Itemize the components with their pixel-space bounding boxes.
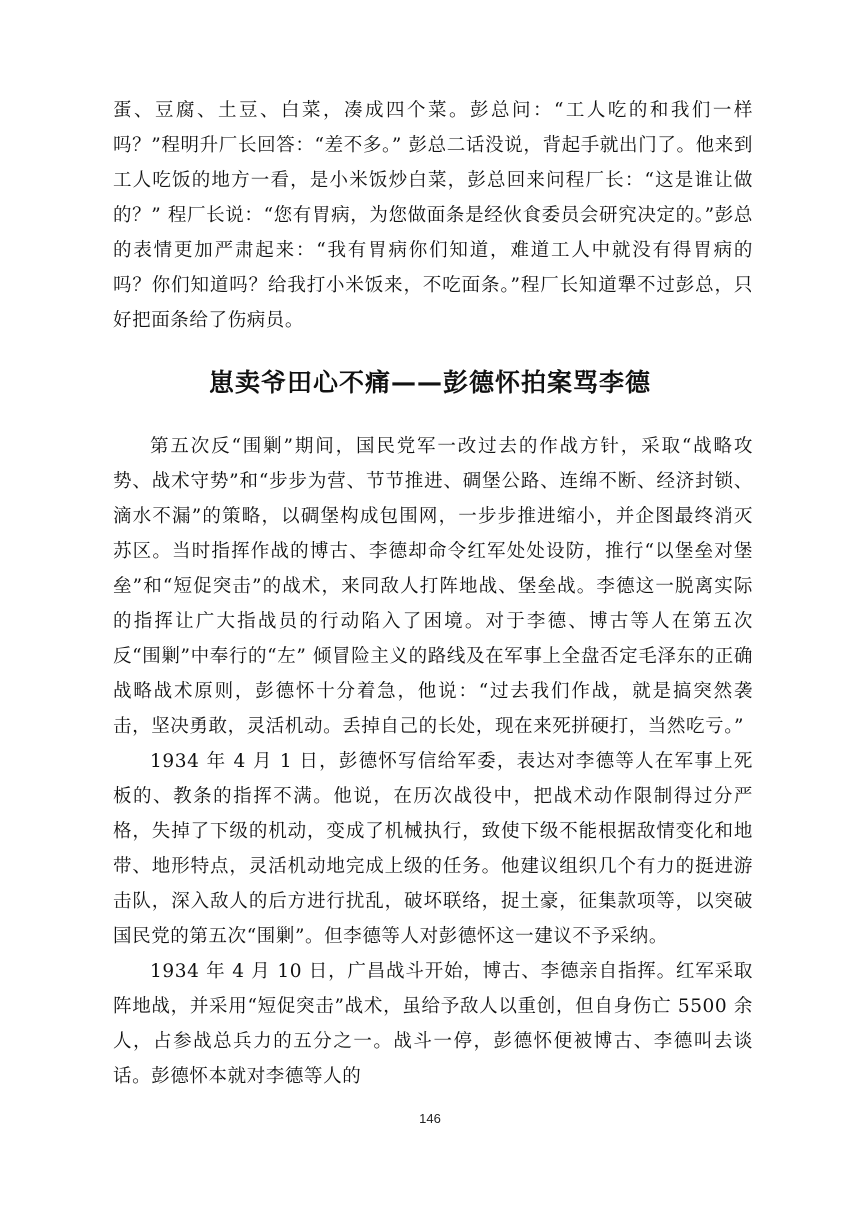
page-number: 146 (419, 1111, 441, 1126)
body-paragraph: 第五次反“围剿”期间，国民党军一改过去的作战方针，采取“战略攻势、战术守势”和“步步为营、节节推进、碉堡公路、连绵不断、经济封锁、滴水不漏”的策略，以碉堡构成包围网，一步步推进缩小，并企图最终消灭苏区。当时指挥作战的博古、李德却命令红军处处设防，推行“以堡垒对堡垒”和“短促突击”的战术，来同敌人打阵地战、堡垒战。李德这一脱离实际的指挥让广大指战员的行动陷入了困境。对于李德、博古等人在第五次反“围剿”中奉行的“左” 倾冒险主义的路线及在军事上全盘否定毛泽东的正确战略战术原则，彭德怀十分着急，他说：“过去我们作战，就是搞突然袭击，坚决勇敢，灵活机动。丢掉自己的长处，现在来死拼硬打，当然吃亏。” (113, 436, 753, 737)
section-heading: 崽卖爷田心不痛——彭德怀拍案骂李德 (208, 368, 651, 397)
continued-paragraph: 蛋、豆腐、土豆、白菜，凑成四个菜。彭总问：“工人吃的和我们一样吗？”程明升厂长回答：“差不多。” 彭总二话没说，背起手就出门了。他来到工人吃饭的地方一看，是小米饭炒白菜，彭总回来问程厂长：“这是谁让做的？” 程厂长说：“您有胃病，为您做面条是经伙食委员会研究决定的。”彭总的表情更加严肃起来：“我有胃病你们知道，难道工人中就没有得胃病的吗？你们知道吗？给我打小米饭来，不吃面条。”程厂长知道犟不过彭总，只好把面条给了伤病员。 (113, 100, 753, 331)
continued-text-block (113, 93, 753, 338)
body-paragraph: 1934 年 4 月 10 日，广昌战斗开始，博古、李德亲自指挥。红军采取阵地战，并采用“短促突击”战术，虽给予敌人以重创，但自身伤亡 5500 余人，占参战总兵力的五分之一。战斗一停，彭德怀便被博古、李德叫去谈话。彭德怀本就对李德等人的 (113, 961, 753, 1087)
body-paragraph: 1934 年 4 月 1 日，彭德怀写信给军委，表达对李德等人在军事上死板的、教条的指挥不满。他说，在历次战役中，把战术动作限制得过分严格，失掉了下级的机动，变成了机械执行，致使下级不能根据敌情变化和地带、地形特点，灵活机动地完成上级的任务。他建议组织几个有力的挺进游击队，深入敌人的后方进行扰乱，破坏联络，捉土豪，征集款项等，以突破国民党的第五次“围剿”。但李德等人对彭德怀这一建议不予采纳。 (113, 751, 753, 947)
body-text-block (113, 429, 753, 1094)
